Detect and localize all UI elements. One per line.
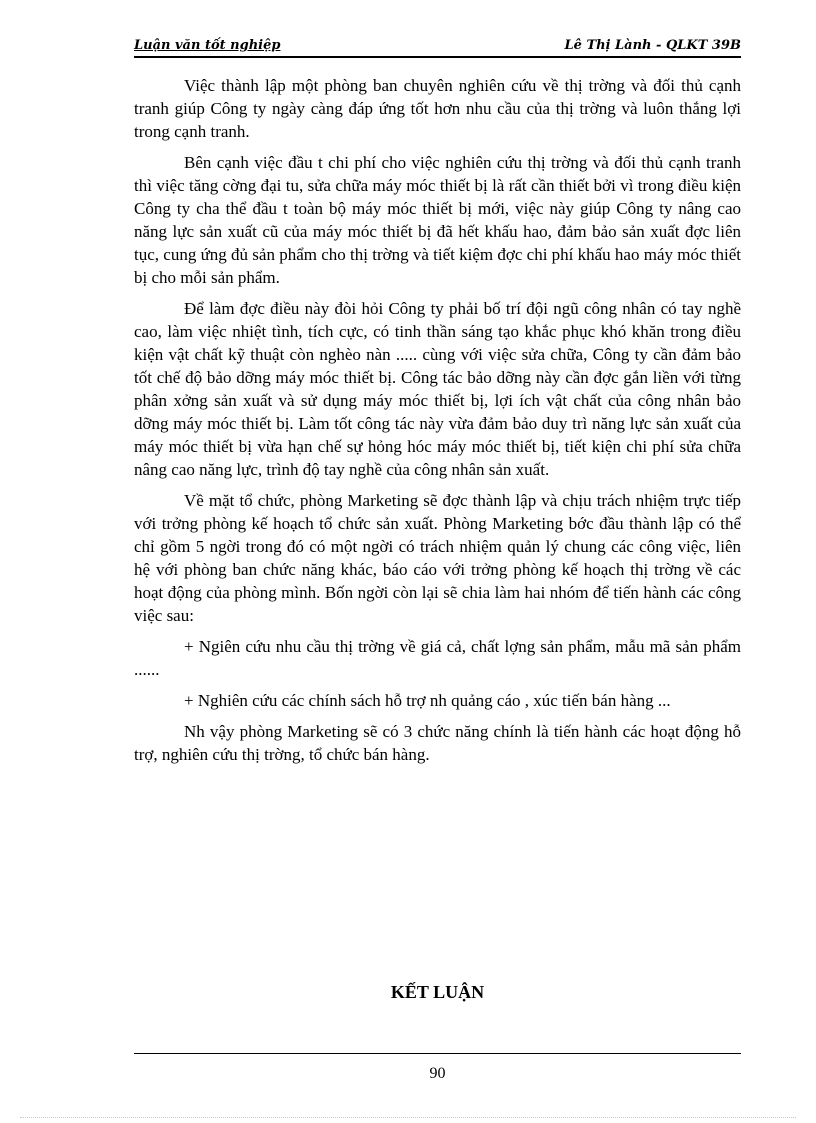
paragraph-workforce-maintenance: Để làm đợc điều này đòi hỏi Công ty phải bố trí đội ngũ công nhân có tay nghề cao, làm việc nhiệt tình, tích cực, có tinh thần sáng tạo khắc phục khó khăn trong điều kiện vật chất kỹ thuật còn nghèo nàn ..... cùng với việc sửa chữa, Công ty cần đảm bảo tốt chế độ bảo dỡng máy móc thiết bị. Công tác bảo dỡng này cần đợc gắn liền với từng phân xởng sản xuất và sử dụng máy móc thiết bị, lợi ích vật chất của công nhân bảo dỡng máy móc thiết bị. Làm tốt công tác này vừa đảm bảo duy trì năng lực sản xuất của máy móc thiết bị vừa hạn chế sự hỏng hóc máy móc thiết bị, tiết kiện chi phí sửa chữa nâng cao năng lực, trình độ tay nghề của công nhân sản xuất. (134, 299, 741, 479)
page-edge-divider (20, 1117, 796, 1118)
page-number: 90 (429, 1065, 446, 1082)
paragraph-task-market-needs: + Ngiên cứu nhu cầu thị trờng về giá cả, chất lợng sản phẩm, mẫu mã sản phẩm ...... (134, 637, 741, 679)
footer-divider (134, 1053, 741, 1054)
header-author: Lê Thị Lành - QLKT 39B (564, 38, 741, 53)
paragraph-task-support-policies: + Nghiên cứu các chính sách hỗ trợ nh quảng cáo , xúc tiến bán hàng ... (184, 691, 671, 710)
body-text (134, 74, 741, 774)
paragraph-market-research-dept: Việc thành lập một phòng ban chuyên nghiên cứu về thị trờng và đối thủ cạnh tranh giúp Công ty ngày càng đáp ứng tốt hơn nhu cầu của thị trờng và luôn thắng lợi trong cạnh tranh. (134, 76, 741, 141)
paragraph-equipment-repair: Bên cạnh việc đầu t chi phí cho việc nghiên cứu thị trờng và đối thủ cạnh tranh thì việc tăng cờng đại tu, sửa chữa máy móc thiết bị là rất cần thiết bởi vì trong điều kiện Công ty cha thể đầu t toàn bộ máy móc thiết bị mới, việc này giúp Công ty nâng cao năng lực sản xuất cũ của máy móc thiết bị đã hết khấu hao, đảm bảo sản xuất đợc liên tục, cung ứng đủ sản phẩm cho thị trờng và tiết kiệm đợc chi phí khấu hao máy móc thiết bị cho mỗi sản phẩm. (134, 153, 741, 287)
page-header (134, 36, 741, 58)
paragraph-marketing-functions: Nh vậy phòng Marketing sẽ có 3 chức năng chính là tiến hành các hoạt động hỗ trợ, nghiên cứu thị trờng, tổ chức bán hàng. (134, 722, 741, 764)
conclusion-heading: KẾT LUẬN (390, 982, 485, 1002)
paragraph-marketing-organization: Về mặt tổ chức, phòng Marketing sẽ đợc thành lập và chịu trách nhiệm trực tiếp với trởng phòng kế hoạch tổ chức sản xuất. Phòng Marketing bớc đầu thành lập có thể chỉ gồm 5 ngời trong đó có một ngời có trách nhiệm quản lý chung các công việc, liên hệ với phòng ban chức năng khác, báo cáo với trởng phòng kế hoạch thị trờng về các hoạt động của phòng mình. Bốn ngời còn lại sẽ chia làm hai nhóm để tiến hành các công việc sau: (134, 491, 741, 625)
header-thesis-title: Luận văn tốt nghiệp (134, 38, 281, 53)
